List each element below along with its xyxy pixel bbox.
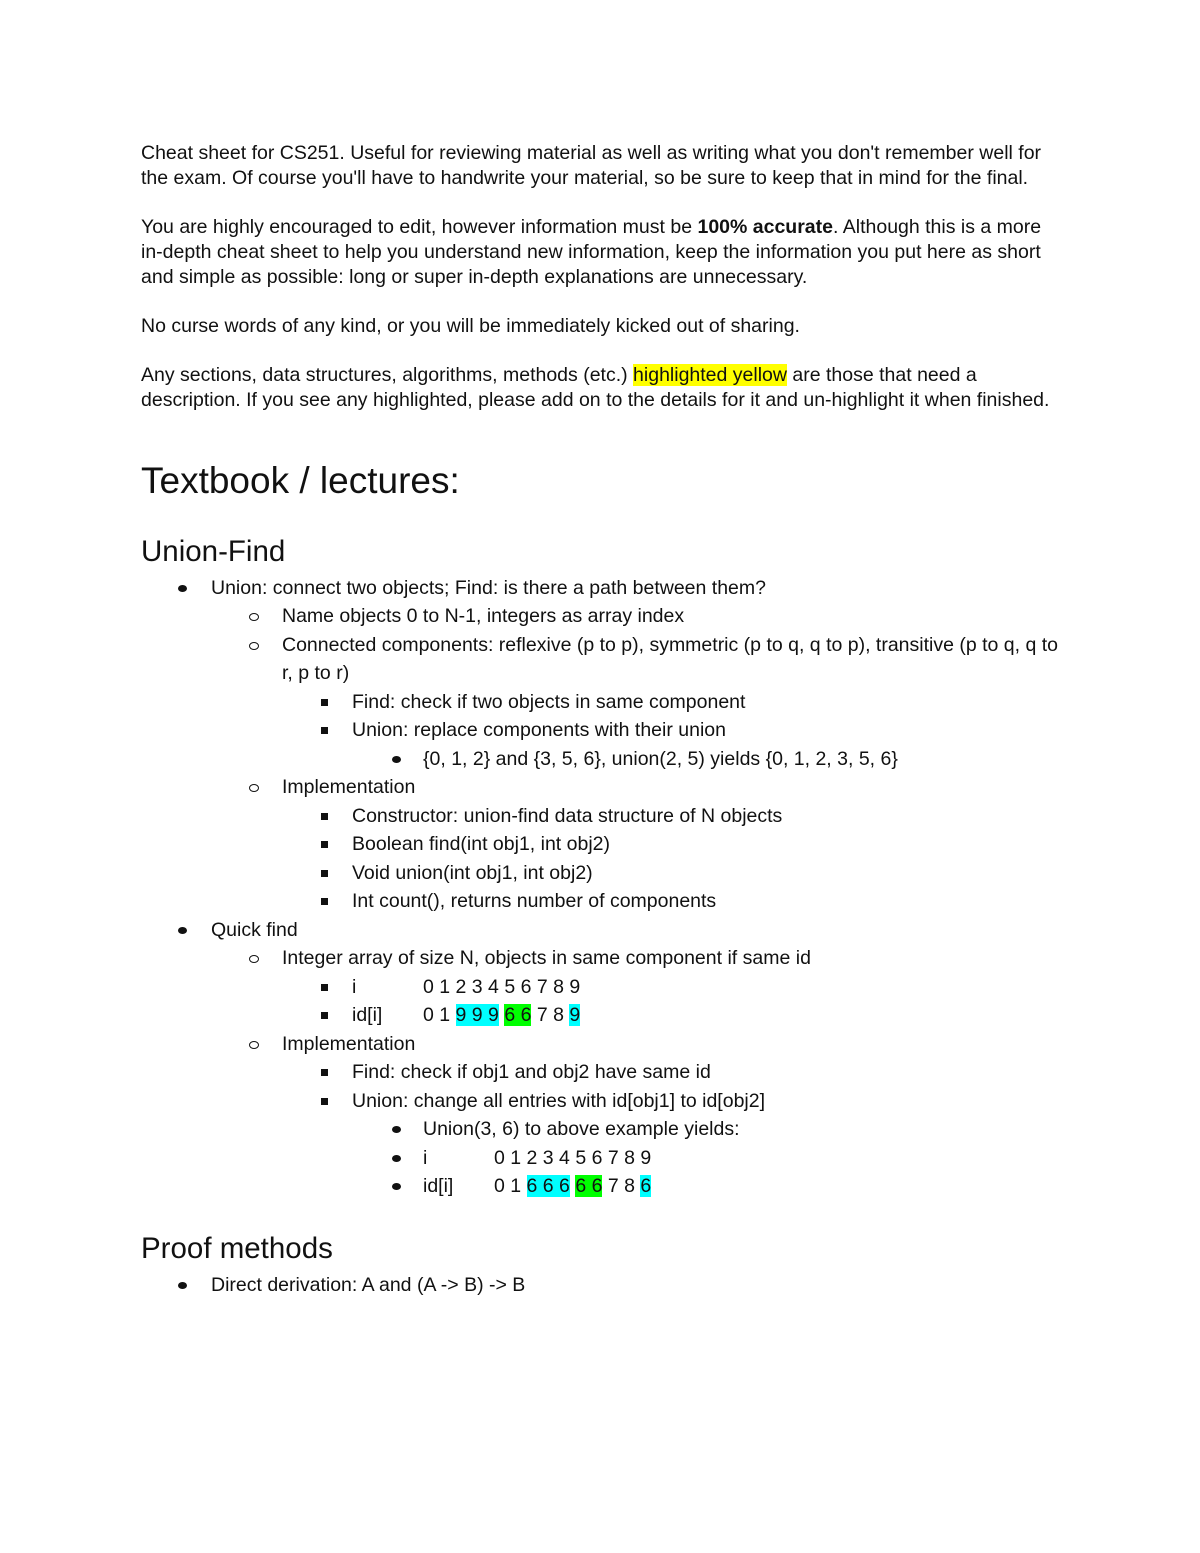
list-item-text: Union: replace components with their union: [352, 719, 726, 742]
array-index-row: [141, 973, 1061, 1002]
intro-p4-text-end: are those that need a description. If you see any highlighted, please add on to the details for it and un-highlight it when finished.: [141, 364, 1050, 411]
row-label: i: [423, 1146, 428, 1169]
bullet-icon: [178, 927, 187, 934]
list-item-text: Quick find: [211, 918, 298, 941]
bullet-icon: [392, 1155, 401, 1162]
list-item-text: Int count(), returns number of components: [352, 890, 717, 913]
square-bullet-icon: [321, 870, 328, 877]
list-item-text: Implementation: [282, 776, 416, 799]
bullet-icon: [178, 1282, 187, 1289]
cyan-highlight: 6: [640, 1175, 652, 1198]
intro-p2-text-end: . Although this is a more in-depth cheat sheet to help you understand new information, keep the information you put here as short and simple as possible: long or super in-depth explanations are unnecessary.: [141, 216, 1042, 288]
list-item: [141, 574, 1061, 603]
list-item-text: Union(3, 6) to above example yields:: [423, 1118, 740, 1141]
list-item: [141, 773, 1061, 802]
bullet-icon: [392, 1183, 401, 1190]
list-item-text: {0, 1, 2} and {3, 5, 6}, union(2, 5) yields {0, 1, 2, 3, 5, 6}: [423, 747, 898, 770]
list-item-text: Union: change all entries with id[obj1] to id[obj2]: [352, 1089, 766, 1112]
list-item: [141, 1271, 1061, 1300]
union-find-list: [141, 574, 1061, 1201]
union-find-heading: Union-Find: [141, 534, 286, 568]
list-item-text: Name objects 0 to N-1, integers as array index: [282, 605, 685, 628]
highlighted-yellow-text: highlighted yellow: [633, 364, 787, 387]
square-bullet-icon: [321, 813, 328, 820]
section-title: Textbook / lectures:: [141, 459, 460, 501]
list-item-text: Union: connect two objects; Find: is there a path between them?: [211, 576, 766, 599]
green-highlight: 6 6: [575, 1175, 603, 1198]
list-item: [141, 716, 1061, 745]
row-values: 7 8: [602, 1175, 641, 1198]
list-item: [141, 944, 1061, 973]
list-item: [141, 859, 1061, 888]
list-item: [141, 688, 1061, 717]
proof-methods-list: [141, 1271, 1061, 1300]
bullet-icon: [392, 756, 401, 763]
array-index-row: [141, 1144, 1061, 1173]
proof-methods-heading: Proof methods: [141, 1231, 333, 1265]
circle-bullet-icon: [249, 642, 259, 650]
list-item: [141, 802, 1061, 831]
list-item: [141, 916, 1061, 945]
green-highlight: 6 6: [504, 1004, 532, 1027]
bullet-icon: [178, 585, 187, 592]
intro-paragraph-2: [141, 215, 1061, 289]
cyan-highlight: 9: [569, 1004, 581, 1027]
row-label: i: [352, 975, 357, 998]
circle-bullet-icon: [249, 613, 259, 621]
bullet-icon: [392, 1126, 401, 1133]
circle-bullet-icon: [249, 784, 259, 792]
list-item: [141, 1058, 1061, 1087]
cyan-highlight: 6 6 6: [526, 1175, 570, 1198]
intro-paragraph-1: Cheat sheet for CS251. Useful for reviewing material as well as writing what you don't remember well for the exam. Of course you'll have to handwrite your material, so be sure to keep that in mind for the final.: [141, 142, 1042, 189]
square-bullet-icon: [321, 699, 328, 706]
list-item: [141, 1030, 1061, 1059]
list-item-text: Boolean find(int obj1, int obj2): [352, 833, 611, 856]
list-item-text: Find: check if two objects in same component: [352, 690, 746, 713]
list-item: [141, 1087, 1061, 1116]
row-values: 0 1: [494, 1175, 527, 1198]
square-bullet-icon: [321, 984, 328, 991]
row-label: id[i]: [352, 1004, 383, 1027]
circle-bullet-icon: [249, 955, 259, 963]
list-item-text: Implementation: [282, 1032, 416, 1055]
array-id-row: [141, 1001, 1061, 1030]
row-values: 0 1 2 3 4 5 6 7 8 9: [494, 1146, 652, 1169]
cyan-highlight: 9 9 9: [455, 1004, 499, 1027]
list-item: [141, 830, 1061, 859]
list-item-text: Integer array of size N, objects in same component if same id: [282, 947, 811, 970]
intro-paragraph-4: [141, 363, 1061, 412]
intro-p4-text: Any sections, data structures, algorithms, methods (etc.): [141, 364, 634, 387]
square-bullet-icon: [321, 841, 328, 848]
row-values: 0 1 2 3 4 5 6 7 8 9: [423, 975, 581, 998]
document-page: [141, 141, 1061, 1299]
list-item: [141, 887, 1061, 916]
list-item: [141, 1115, 1061, 1144]
list-item: [141, 631, 1061, 688]
row-label: id[i]: [423, 1175, 454, 1198]
square-bullet-icon: [321, 727, 328, 734]
list-item: [141, 745, 1061, 774]
accuracy-requirement: 100% accurate: [697, 216, 833, 239]
list-item-text: Constructor: union-find data structure of N objects: [352, 804, 783, 827]
intro-p2-text: You are highly encouraged to edit, however information must be: [141, 216, 698, 239]
row-values: 0 1: [423, 1004, 456, 1027]
list-item-text: Direct derivation: A and (A -> B) -> B: [211, 1273, 526, 1296]
circle-bullet-icon: [249, 1041, 259, 1049]
list-item: [141, 602, 1061, 631]
square-bullet-icon: [321, 1012, 328, 1019]
array-id-row: [141, 1172, 1061, 1201]
row-values: 7 8: [531, 1004, 570, 1027]
square-bullet-icon: [321, 1069, 328, 1076]
list-item-text: Find: check if obj1 and obj2 have same id: [352, 1061, 711, 1084]
square-bullet-icon: [321, 898, 328, 905]
list-item-text: Void union(int obj1, int obj2): [352, 861, 593, 884]
square-bullet-icon: [321, 1098, 328, 1105]
intro-paragraph-3: No curse words of any kind, or you will be immediately kicked out of sharing.: [141, 314, 800, 337]
list-item-text: Connected components: reflexive (p to p), symmetric (p to q, q to p), transitive (p to q, q to r, p to r): [282, 633, 1059, 685]
